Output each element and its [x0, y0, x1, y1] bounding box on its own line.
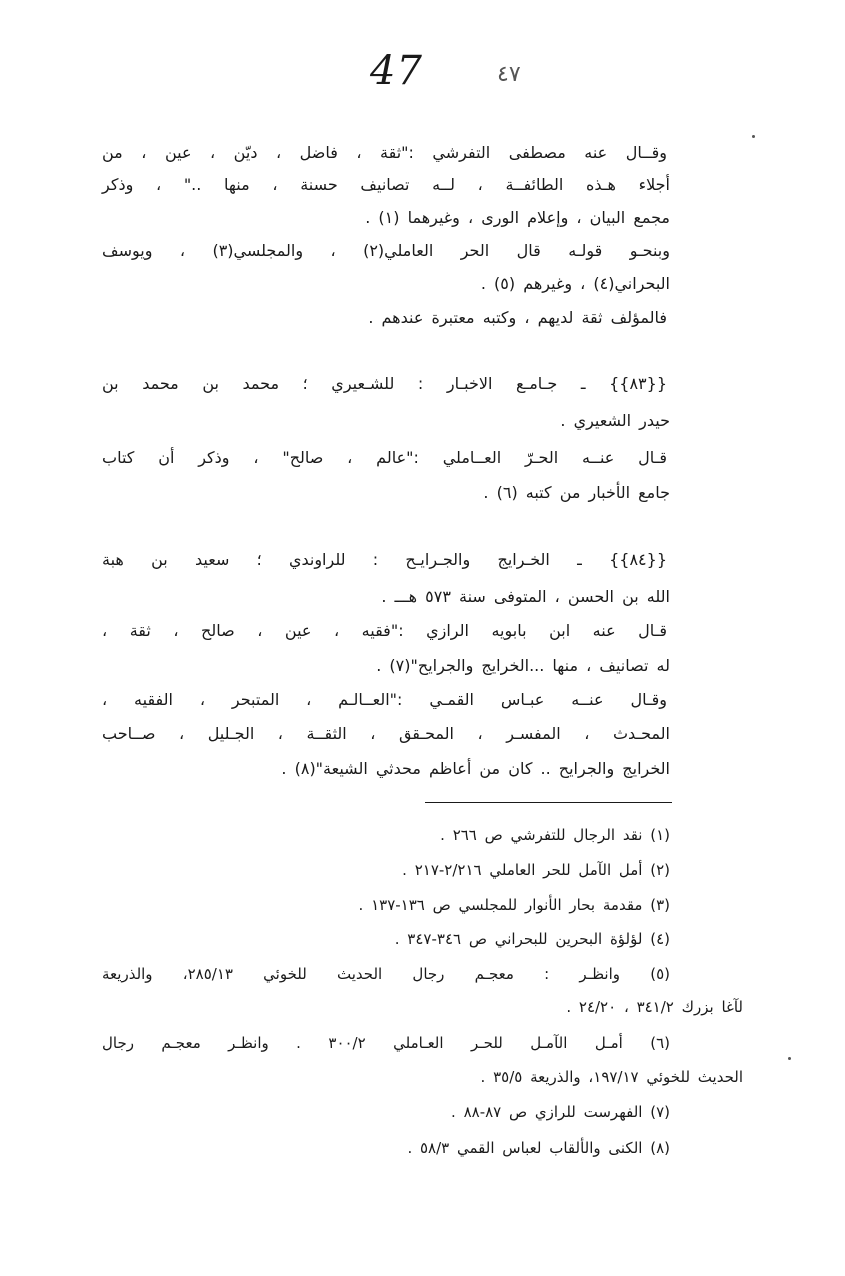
footnote: (١) نقد الرجال للتفرشي ص ٢٦٦ .: [440, 826, 670, 844]
scan-speck: [752, 135, 755, 138]
footnote: (٥) وانظـر : معجـم رجال الحديث للخوئي ٢٨٥/١٣، والذريعة: [102, 965, 670, 983]
footnote: (٢) أمل الآمل للحر العاملي ٢/٢١٦-٢١٧ .: [402, 861, 670, 879]
footnote: الحديث للخوئي ١٩٧/١٧، والذريعة ٣٥/٥ .: [480, 1068, 743, 1086]
body-line: البحراني(٤) ، وغيرهم (٥) .: [480, 274, 670, 293]
page-number-printed: ٤٧: [497, 62, 521, 87]
footnote-separator: [425, 802, 672, 803]
footnote: (٤) لؤلؤة البحرين للبحراني ص ٣٤٦-٣٤٧ .: [394, 930, 670, 948]
page-number-handwritten: 47: [370, 48, 423, 94]
footnote: لآغا بزرك ٣٤١/٢ ، ٢٤/٢٠ .: [566, 998, 743, 1016]
body-line: المحـدث ، المفسـر ، المحـقق ، الثقــة ، الجـليل ، صــاحب: [102, 724, 670, 743]
footnote: (٨) الكنى والألقاب لعباس القمي ٥٨/٣ .: [407, 1139, 670, 1157]
body-line: فالمؤلف ثقة لديهم ، وكتبه معتبرة عندهم .: [368, 308, 667, 327]
body-line: الخرايج والجرايح .. كان من أعاظم محدثي الشيعة"(٨) .: [281, 759, 670, 778]
body-line: الله بن الحسن ، المتوفى سنة ٥٧٣ هـــ .: [381, 587, 670, 606]
scan-speck: [788, 1057, 791, 1060]
entry-heading-83: {{٨٣}} ـ جـامـع الاخبـار : للشـعيري ؛ محمد بن محمد بن: [102, 374, 667, 393]
body-line: أجلاء هـذه الطائفــة ، لــه تصانيف حسنة ، منها .." ، وذكر: [102, 175, 670, 194]
body-line: وقــال عنه مصطفى التفرشي :"ثقة ، فاضل ، ديّن ، عين ، من: [102, 143, 667, 162]
body-line: وبنحـو قولـه قال الحر العاملي(٢) ، والمجلسي(٣) ، ويوسف: [102, 241, 670, 260]
body-line: له تصانيف ، منها ...الخرايج والجرايح"(٧) .: [376, 656, 670, 675]
entry-heading-84: {{٨٤}} ـ الخـرايج والجـرايـح : للراوندي ؛ سعيد بن هبة: [102, 550, 667, 569]
body-line: قـال عنــه الحـرّ العــاملي :"عالم ، صالح" ، وذكر أن كتاب: [102, 448, 667, 467]
body-line: جامع الأخبار من كتبه (٦) .: [483, 483, 670, 502]
body-line: وقـال عنــه عبـاس القمـي :"العــالـم ، المتبحر ، الفقيه ،: [102, 690, 667, 709]
body-line: حيدر الشعيري .: [560, 411, 670, 430]
body-line: مجمع البيان ، وإعلام الورى ، وغيرهما (١) .: [365, 208, 670, 227]
footnote: (٧) الفهرست للرازي ص ٨٧-٨٨ .: [451, 1103, 670, 1121]
footnote: (٦) أمـل الآمـل للحـر العـاملي ٣٠٠/٢ . وانظـر معجـم رجال: [102, 1034, 671, 1052]
body-line: قـال عنه ابن بابويه الرازي :"فقيه ، عين ، صالح ، ثقة ،: [102, 621, 667, 640]
footnote: (٣) مقدمة بحار الأنوار للمجلسي ص ١٣٦-١٣٧ .: [358, 896, 670, 914]
